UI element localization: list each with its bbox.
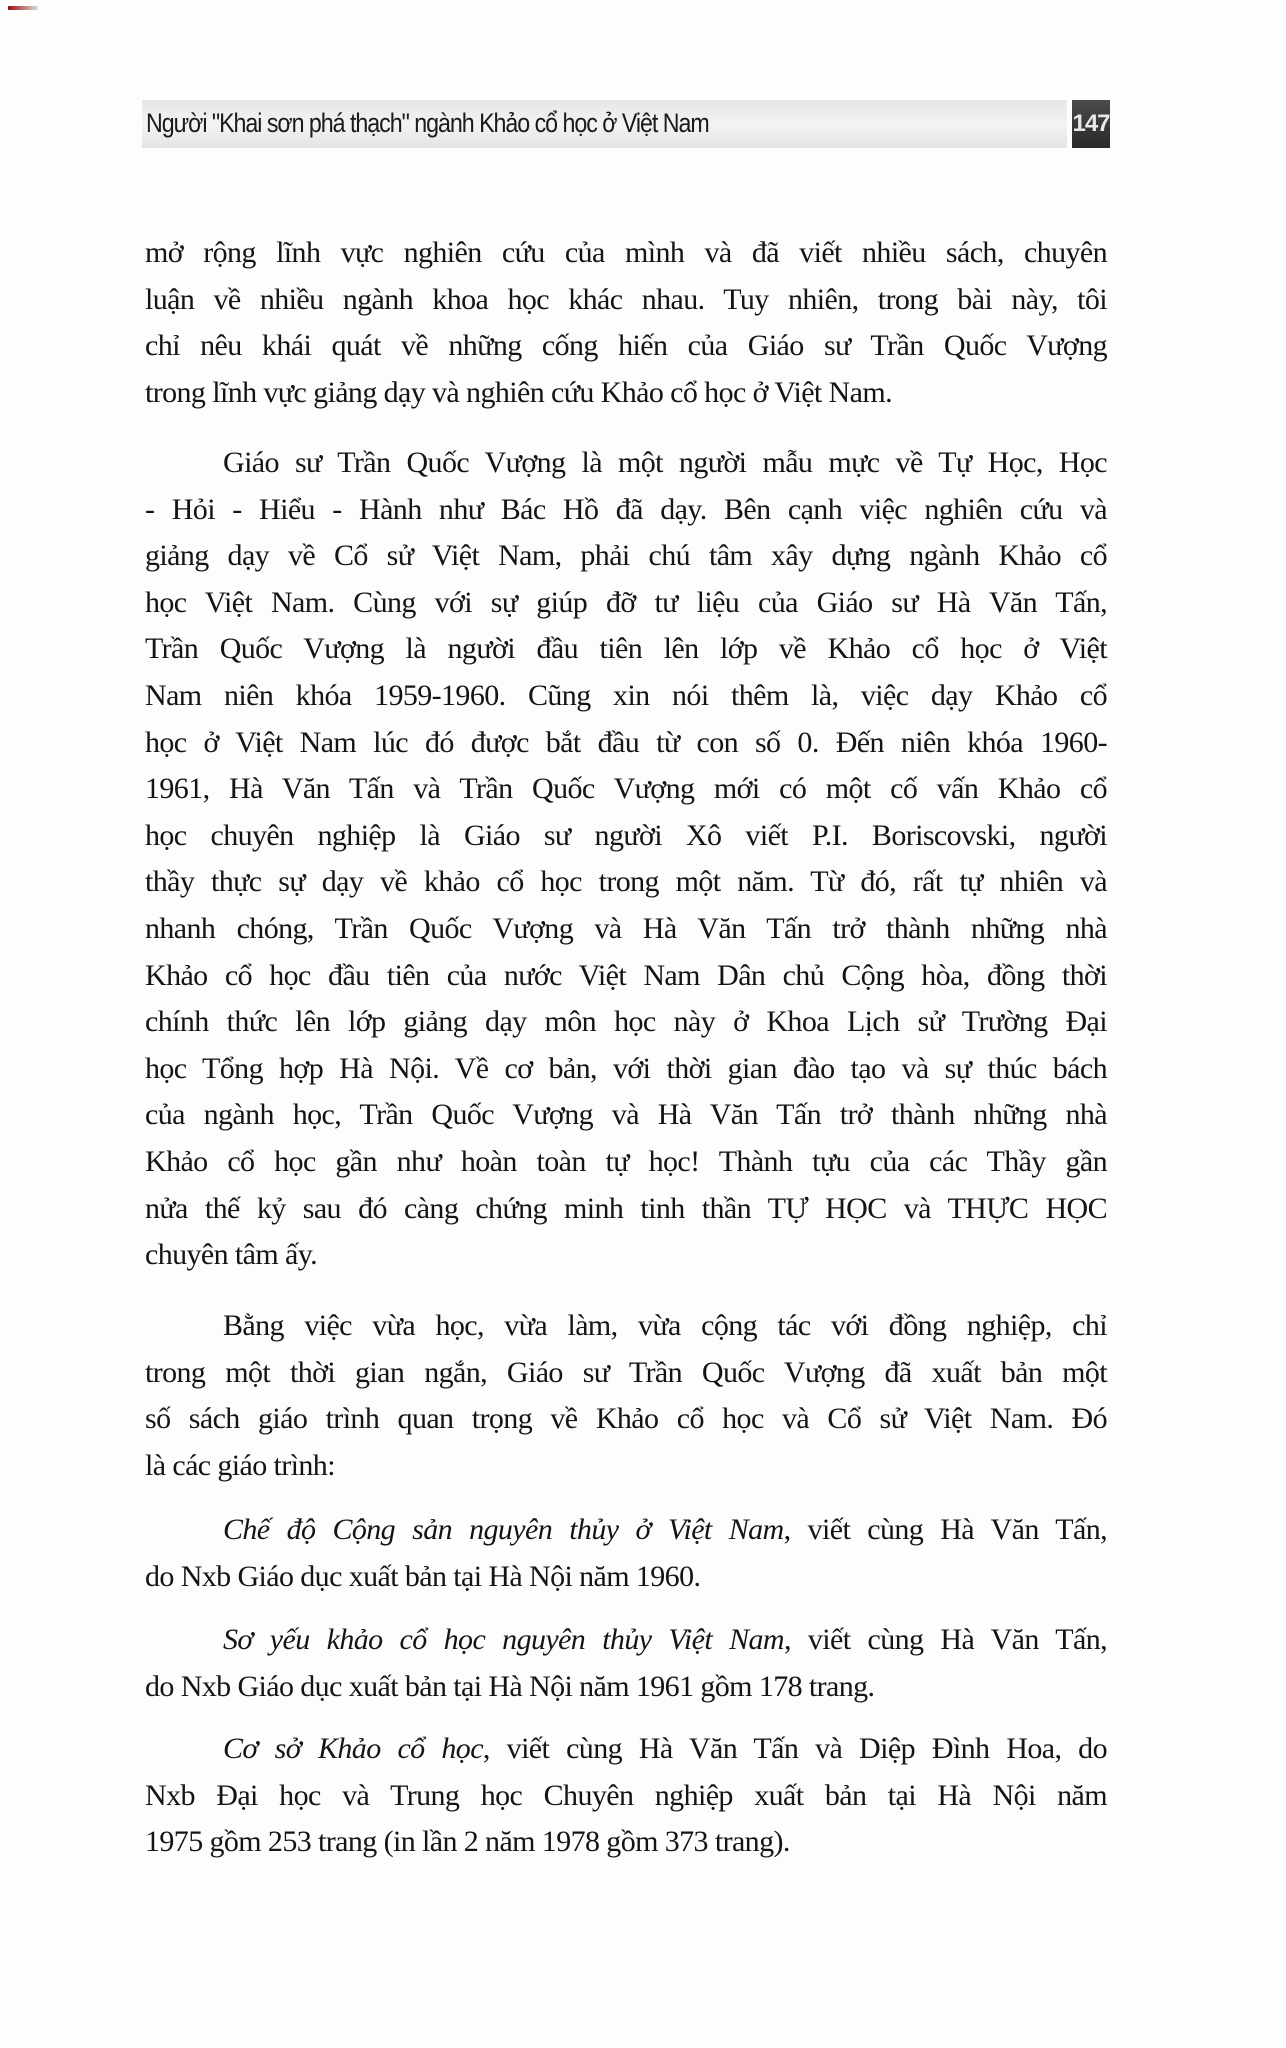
text-line: do Nxb Giáo dục xuất bản tại Hà Nội năm 1960. [145,1559,701,1593]
header-title: Người "Khai sơn phá thạch" ngành Khảo cổ học ở Việt Nam [146,108,709,138]
book-item-3 [145,1726,1107,1866]
paragraph-3 [145,1303,1107,1489]
text-line: do Nxb Giáo dục xuất bản tại Hà Nội năm 1961 gồm 178 trang. [145,1669,875,1703]
book-details: , viết cùng Hà Văn Tấn và Diệp Đình Hoa, do [482,1732,1107,1765]
paragraph-1 [145,230,1107,416]
page-number: 147 [1072,100,1110,148]
text-line: mở rộng lĩnh vực nghiên cứu của mình và đã viết nhiều sách, chuyên [145,236,1107,269]
header-band [142,100,1067,148]
book-details: , viết cùng Hà Văn Tấn, [783,1513,1107,1546]
text-line: giảng dạy về Cổ sử Việt Nam, phải chú tâm xây dựng ngành Khảo cổ [145,539,1107,573]
text-line: Giáo sư Trần Quốc Vượng là một người mẫu mực về Tự Học, Học [223,446,1107,479]
text-line: trong lĩnh vực giảng dạy và nghiên cứu Khảo cổ học ở Việt Nam. [145,375,892,409]
book-title: Chế độ Cộng sản nguyên thủy ở Việt Nam [223,1513,784,1546]
text-line: - Hỏi - Hiểu - Hành như Bác Hồ đã dạy. Bên cạnh việc nghiên cứu và [145,492,1107,526]
text-line: Trần Quốc Vượng là người đầu tiên lên lớp về Khảo cổ học ở Việt [145,632,1107,666]
text-line: Nam niên khóa 1959-1960. Cũng xin nói thêm là, việc dạy Khảo cổ [145,678,1107,712]
text-line: học Việt Nam. Cùng với sự giúp đỡ tư liệu của Giáo sư Hà Văn Tấn, [145,585,1107,619]
text-line: nửa thế kỷ sau đó càng chứng minh tinh thần TỰ HỌC và THỰC HỌC [145,1191,1107,1225]
text-line: chuyên tâm ấy. [145,1238,318,1272]
text-line: Khảo cổ học gần như hoàn toàn tự học! Thành tựu của các Thầy gần [145,1144,1107,1178]
book-title: Sơ yếu khảo cổ học nguyên thủy Việt Nam [223,1623,784,1656]
text-line [145,1507,1107,1554]
text-line: của ngành học, Trần Quốc Vượng và Hà Văn Tấn trở thành những nhà [145,1098,1107,1132]
text-line: học chuyên nghiệp là Giáo sư người Xô viết P.I. Boriscovski, người [145,818,1107,852]
running-header [142,100,1110,148]
text-line [145,1617,1107,1664]
book-item-2 [145,1617,1107,1710]
text-line [145,1726,1107,1773]
book-title: Cơ sở Khảo cổ học [223,1732,483,1765]
text-line: chính thức lên lớp giảng dạy môn học này ở Khoa Lịch sử Trường Đại [145,1005,1107,1039]
text-line: chỉ nêu khái quát về những cống hiến của Giáo sư Trần Quốc Vượng [145,329,1107,363]
text-line: trong một thời gian ngắn, Giáo sư Trần Quốc Vượng đã xuất bản một [145,1355,1107,1389]
text-line: luận về nhiều ngành khoa học khác nhau. Tuy nhiên, trong bài này, tôi [145,282,1107,316]
text-line: học ở Việt Nam lúc đó được bắt đầu từ con số 0. Đến niên khóa 1960- [145,725,1107,759]
text-line: Khảo cổ học đầu tiên của nước Việt Nam Dân chủ Cộng hòa, đồng thời [145,958,1107,992]
text-line: 1975 gồm 253 trang (in lần 2 năm 1978 gồm 373 trang). [145,1825,790,1859]
paragraph-2 [145,440,1107,1279]
text-line: Bằng việc vừa học, vừa làm, vừa cộng tác với đồng nghiệp, chỉ [223,1309,1107,1342]
scan-corner-mark [8,6,38,10]
text-line: học Tổng hợp Hà Nội. Về cơ bản, với thời gian đào tạo và sự thúc bách [145,1051,1107,1085]
text-line: là các giáo trình: [145,1448,335,1482]
text-line: Nxb Đại học và Trung học Chuyên nghiệp xuất bản tại Hà Nội năm [145,1778,1107,1812]
text-line: 1961, Hà Văn Tấn và Trần Quốc Vượng mới có một cố vấn Khảo cổ [145,772,1107,806]
text-line: số sách giáo trình quan trọng về Khảo cổ học và Cổ sử Việt Nam. Đó [145,1402,1107,1436]
text-line: nhanh chóng, Trần Quốc Vượng và Hà Văn Tấn trở thành những nhà [145,911,1107,945]
text-line: thầy thực sự dạy về khảo cổ học trong một năm. Từ đó, rất tự nhiên và [145,865,1107,899]
book-details: , viết cùng Hà Văn Tấn, [784,1623,1107,1656]
book-item-1 [145,1507,1107,1600]
